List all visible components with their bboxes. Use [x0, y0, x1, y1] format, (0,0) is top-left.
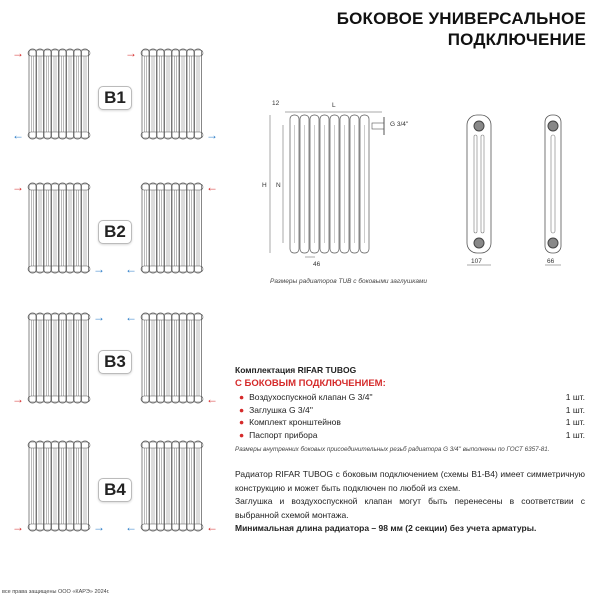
- kit-subtitle: С БОКОВЫМ ПОДКЛЮЧЕНИЕМ:: [235, 378, 386, 389]
- return-arrow-icon: →: [93, 310, 105, 324]
- radiator-icon: [140, 312, 204, 404]
- radiator-icon: [140, 440, 204, 532]
- copyright: все права защищены ООО «КАРЭ» 2024г.: [2, 589, 110, 595]
- supply-arrow-icon: →: [12, 520, 24, 534]
- kit-section: [235, 365, 585, 453]
- radiator-right: [140, 182, 204, 279]
- supply-arrow-icon: ←: [206, 520, 218, 534]
- supply-arrow-icon: →: [12, 46, 24, 60]
- radiator-icon: [140, 182, 204, 274]
- radiator-icon: [27, 440, 91, 532]
- supply-arrow-icon: →: [12, 392, 24, 406]
- dimension-label: L: [332, 102, 336, 109]
- dimension-drawing: [245, 95, 595, 280]
- dimension-label: 107: [471, 258, 482, 265]
- bullet-icon: ●: [239, 392, 245, 402]
- kit-title: Комплектация RIFAR TUBOG: [235, 365, 357, 375]
- supply-arrow-icon: ←: [206, 392, 218, 406]
- kit-list: [235, 391, 585, 442]
- scheme-label: B3: [98, 350, 132, 374]
- radiator-icon: [27, 182, 91, 274]
- radiator-left: [27, 48, 91, 145]
- dimension-label: H: [262, 182, 267, 189]
- dimension-label: 46: [313, 261, 321, 268]
- radiator-left: [27, 312, 91, 409]
- dimension-label: G 3/4'': [390, 121, 409, 128]
- supply-arrow-icon: ←: [206, 180, 218, 194]
- radiator-right: [140, 440, 204, 537]
- radiator-icon: [27, 312, 91, 404]
- return-arrow-icon: →: [93, 520, 105, 534]
- page-title: БОКОВОЕ УНИВЕРСАЛЬНОЕ ПОДКЛЮЧЕНИЕ: [336, 9, 586, 49]
- radiator-right: [140, 48, 204, 145]
- description: Радиатор RIFAR TUBOG с боковым подключением (схемы B1-B4) имеет симметричную конструкцию и может быть подключен по любой из схем. Заглушка и воздухоспускной клапан могут быть перенесены в соответствии с выбранной схемой монтажа. Минимальная длина радиатора – 98 мм (2 секции) без учета арматуры.: [235, 469, 585, 533]
- supply-arrow-icon: →: [125, 46, 137, 60]
- kit-item: ● Заглушка G 3/4'' 1 шт.: [239, 404, 585, 415]
- return-arrow-icon: ←: [125, 310, 137, 324]
- return-arrow-icon: ←: [125, 262, 137, 276]
- scheme-label: B4: [98, 478, 132, 502]
- dimension-label: N: [276, 182, 281, 189]
- dimension-label: 66: [547, 258, 555, 265]
- return-arrow-icon: →: [206, 128, 218, 142]
- radiator-icon: [140, 48, 204, 140]
- bullet-icon: ●: [239, 430, 245, 441]
- kit-item: ● Комплект кронштейнов 1 шт.: [239, 417, 585, 428]
- return-arrow-icon: ←: [12, 128, 24, 142]
- kit-item: ● Паспорт прибора 1 шт.: [239, 430, 585, 441]
- supply-arrow-icon: →: [12, 180, 24, 194]
- return-arrow-icon: →: [93, 262, 105, 276]
- bullet-icon: ●: [239, 417, 245, 428]
- drawing-caption: Размеры радиаторов TUB с боковыми заглушками: [270, 278, 428, 285]
- radiator-left: [27, 440, 91, 537]
- radiator-icon: [27, 48, 91, 140]
- radiator-right: [140, 312, 204, 409]
- bullet-icon: ●: [239, 404, 245, 415]
- dimension-label: 12: [272, 100, 280, 107]
- return-arrow-icon: ←: [125, 520, 137, 534]
- scheme-label: B1: [98, 86, 132, 110]
- connection-schemes: [0, 0, 230, 560]
- radiator-left: [27, 182, 91, 279]
- scheme-label: B2: [98, 220, 132, 244]
- kit-note: Размеры внутренних боковых присоединительных резьб радиатора G 3/4'' выполнены по ГОСТ 6357-81.: [235, 445, 550, 453]
- kit-item: ● Воздухоспускной клапан G 3/4'' 1 шт.: [239, 392, 585, 402]
